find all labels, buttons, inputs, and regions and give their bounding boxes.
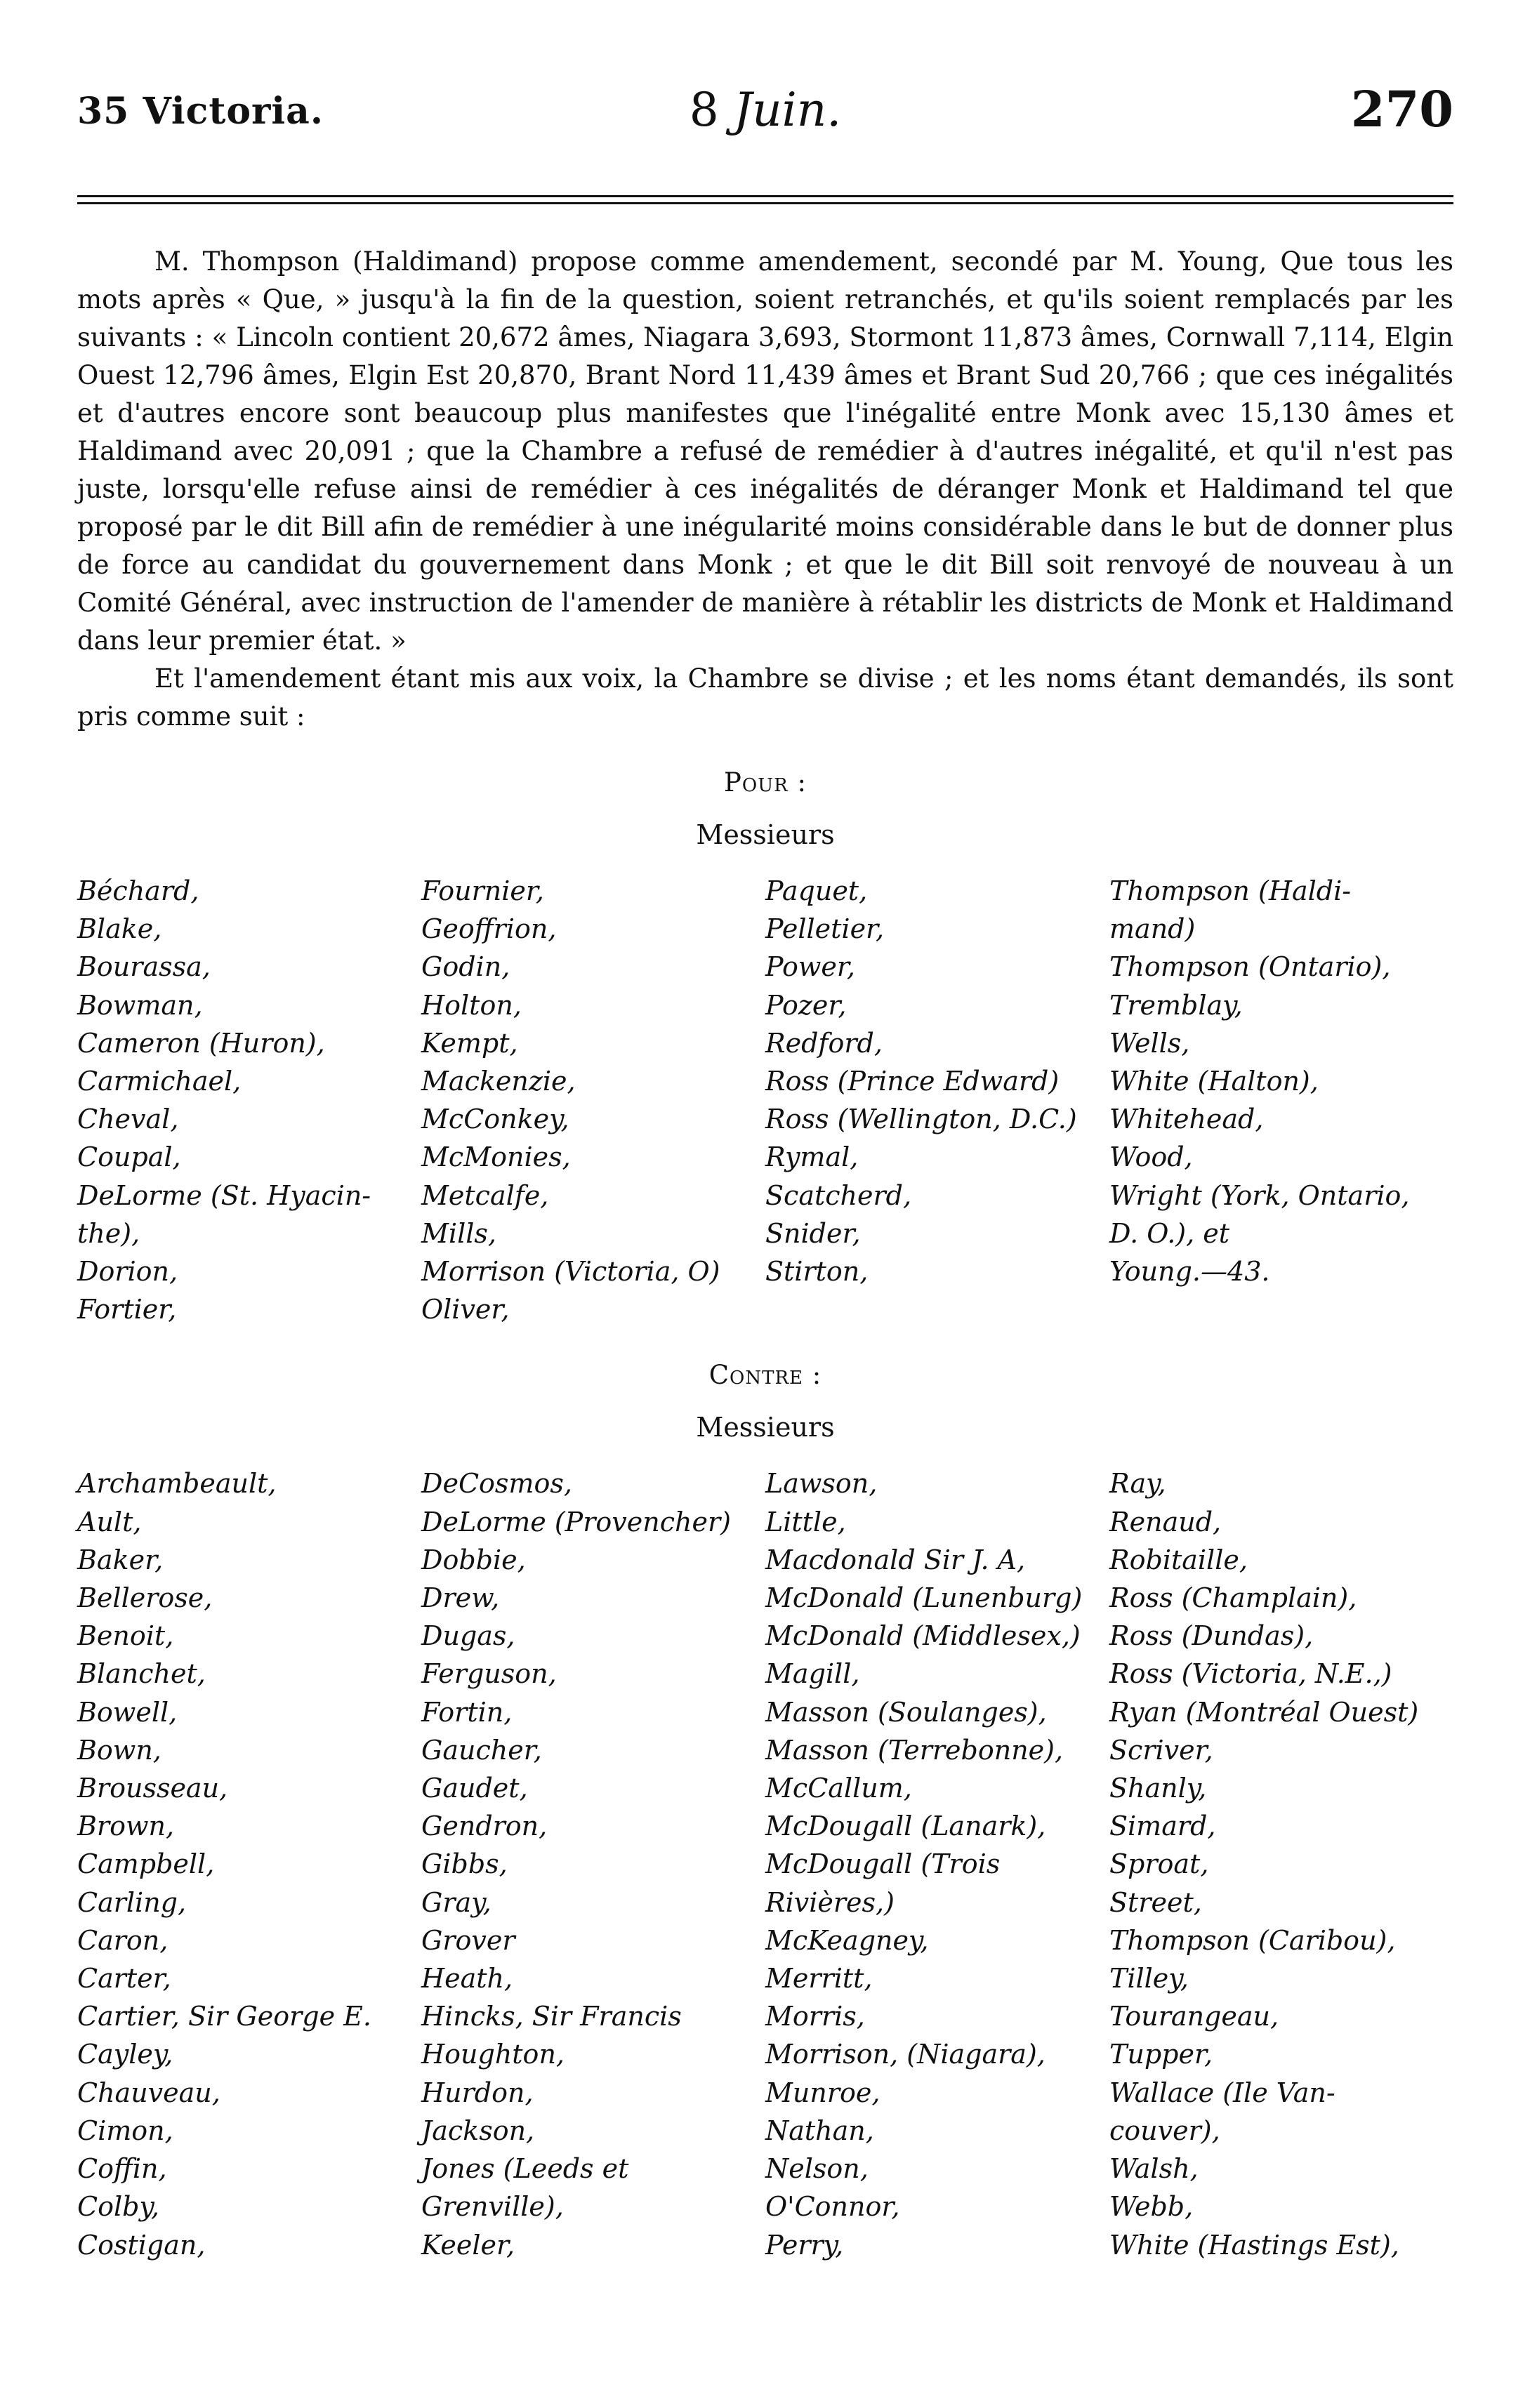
member-name: Carter, bbox=[77, 1963, 171, 1994]
member-name: McCallum, bbox=[765, 1773, 912, 1804]
member-name: Thompson (Ontario), bbox=[1109, 951, 1391, 983]
member-name: Bown, bbox=[77, 1734, 161, 1766]
member-name: Walsh, bbox=[1109, 2153, 1199, 2185]
member-name: McKeagney, bbox=[765, 1924, 929, 1956]
member-name: Gaudet, bbox=[421, 1773, 528, 1804]
member-name: Dobbie, bbox=[421, 1544, 526, 1575]
member-name: Heath, bbox=[421, 1963, 513, 1994]
header-double-rule bbox=[77, 195, 1453, 206]
member-name: McDougall (Trois bbox=[765, 1848, 1001, 1880]
session-label: 35 Victoria. bbox=[77, 90, 324, 133]
member-name: Carmichael, bbox=[77, 1066, 242, 1097]
member-name: Tilley, bbox=[1109, 1963, 1189, 1994]
member-name: Young.—43. bbox=[1109, 1256, 1270, 1288]
rule-line-top bbox=[77, 195, 1453, 197]
member-name: Wright (York, Ontario, bbox=[1109, 1179, 1410, 1211]
member-name: Ross (Victoria, N.E.,) bbox=[1109, 1658, 1392, 1690]
member-name: Fortier, bbox=[77, 1294, 177, 1325]
member-name: Fournier, bbox=[421, 875, 544, 906]
pour-names bbox=[77, 872, 1453, 1328]
member-name: Wallace (Ile Van- bbox=[1109, 2077, 1335, 2108]
member-name: Mackenzie, bbox=[421, 1066, 576, 1097]
member-name: Jones (Leeds et bbox=[421, 2153, 629, 2185]
member-name: Scriver, bbox=[1109, 1734, 1213, 1766]
member-name: Houghton, bbox=[421, 2039, 565, 2070]
contre-heading: Contre : bbox=[708, 1360, 822, 1391]
contre-messieurs: Messieurs bbox=[696, 1412, 835, 1443]
pour-heading: Pour : bbox=[724, 767, 807, 798]
member-name: Colby, bbox=[77, 2191, 159, 2223]
member-name: Campbell, bbox=[77, 1848, 215, 1880]
contre-column-2 bbox=[421, 1464, 765, 2263]
member-name: Benoit, bbox=[77, 1620, 174, 1652]
member-name: Merritt, bbox=[765, 1963, 873, 1994]
pour-column-3 bbox=[765, 872, 1109, 1328]
member-name: Chauveau, bbox=[77, 2077, 220, 2108]
member-name: Magill, bbox=[765, 1658, 860, 1690]
pour-messieurs: Messieurs bbox=[696, 819, 835, 850]
member-name: Bowman, bbox=[77, 989, 203, 1021]
member-name: Caron, bbox=[77, 1924, 169, 1956]
member-name: Masson (Terrebonne), bbox=[765, 1734, 1064, 1766]
member-name: Geoffrion, bbox=[421, 913, 557, 945]
member-name: Cheval, bbox=[77, 1104, 179, 1135]
member-name: Renaud, bbox=[1109, 1506, 1222, 1537]
member-name: Brown, bbox=[77, 1811, 175, 1842]
member-name: Baker, bbox=[77, 1544, 164, 1575]
member-name: Drew, bbox=[421, 1582, 500, 1614]
pour-column-4 bbox=[1109, 872, 1453, 1328]
member-name: Ault, bbox=[77, 1506, 142, 1537]
member-name: Blanchet, bbox=[77, 1658, 206, 1690]
member-name: Béchard, bbox=[77, 875, 199, 906]
member-name: Webb, bbox=[1109, 2191, 1194, 2223]
member-name: the), bbox=[77, 1217, 140, 1249]
member-name: Bellerose, bbox=[77, 1582, 213, 1614]
member-name: O'Connor, bbox=[765, 2191, 900, 2223]
member-name: Grover bbox=[421, 1924, 515, 1956]
member-name: Cartier, Sir George E. bbox=[77, 2001, 371, 2032]
contre-column-4 bbox=[1109, 1464, 1453, 2263]
member-name: Tupper, bbox=[1109, 2039, 1213, 2070]
member-name: Paquet, bbox=[765, 875, 868, 906]
member-name: Fortin, bbox=[421, 1696, 513, 1728]
contre-column-1 bbox=[77, 1464, 421, 2263]
rule-line-bottom bbox=[77, 202, 1453, 204]
member-name: Hurdon, bbox=[421, 2077, 534, 2108]
member-name: Simard, bbox=[1109, 1811, 1216, 1842]
member-name: Pelletier, bbox=[765, 913, 885, 945]
member-name: Dugas, bbox=[421, 1620, 515, 1652]
member-name: Godin, bbox=[421, 951, 510, 983]
member-name: Coupal, bbox=[77, 1142, 181, 1173]
member-name: Nelson, bbox=[765, 2153, 869, 2185]
member-name: Ross (Prince Edward) bbox=[765, 1066, 1060, 1097]
member-name: McDonald (Middlesex,) bbox=[765, 1620, 1081, 1652]
member-name: Pozer, bbox=[765, 989, 847, 1021]
member-name: Cayley, bbox=[77, 2039, 173, 2070]
member-name: Archambeault, bbox=[77, 1468, 277, 1500]
member-name: Wood, bbox=[1109, 1142, 1193, 1173]
date-label bbox=[77, 83, 1453, 137]
member-name: Gibbs, bbox=[421, 1848, 508, 1880]
member-name: Hincks, Sir Francis bbox=[421, 2001, 682, 2032]
member-name: Street, bbox=[1109, 1886, 1202, 1918]
member-name: McDonald (Lunenburg) bbox=[765, 1582, 1083, 1614]
member-name: Thompson (Caribou), bbox=[1109, 1924, 1396, 1956]
member-name: Tremblay, bbox=[1109, 989, 1243, 1021]
member-name: DeCosmos, bbox=[421, 1468, 572, 1500]
member-name: Whitehead, bbox=[1109, 1104, 1264, 1135]
member-name: Ross (Wellington, D.C.) bbox=[765, 1104, 1077, 1135]
member-name: Lawson, bbox=[765, 1468, 878, 1500]
member-name: Blake, bbox=[77, 913, 162, 945]
member-name: McConkey, bbox=[421, 1104, 569, 1135]
member-name: Morrison, (Niagara), bbox=[765, 2039, 1045, 2070]
member-name: Metcalfe, bbox=[421, 1179, 549, 1211]
member-name: Stirton, bbox=[765, 1256, 869, 1288]
member-name: McMonies, bbox=[421, 1142, 571, 1173]
member-name: Bourassa, bbox=[77, 951, 211, 983]
member-name: Redford, bbox=[765, 1027, 883, 1059]
member-name: Morris, bbox=[765, 2001, 865, 2032]
member-name: Keeler, bbox=[421, 2229, 515, 2261]
member-name: Oliver, bbox=[421, 1294, 510, 1325]
date-month: Juin. bbox=[733, 83, 842, 137]
member-name: White (Halton), bbox=[1109, 1066, 1319, 1097]
member-name: Scatcherd, bbox=[765, 1179, 912, 1211]
member-name: Snider, bbox=[765, 1217, 861, 1249]
page-number: 270 bbox=[1350, 80, 1453, 138]
page-header bbox=[77, 77, 1453, 154]
member-name: DeLorme (Provencher) bbox=[421, 1506, 731, 1537]
member-name: Munroe, bbox=[765, 2077, 880, 2108]
member-name: Cameron (Huron), bbox=[77, 1027, 325, 1059]
member-name: Tourangeau, bbox=[1109, 2001, 1279, 2032]
member-name: D. O.), et bbox=[1109, 1217, 1230, 1249]
member-name: Costigan, bbox=[77, 2229, 206, 2261]
member-name: Rivières,) bbox=[765, 1886, 895, 1918]
member-name: Sproat, bbox=[1109, 1848, 1209, 1880]
member-name: Robitaille, bbox=[1109, 1544, 1248, 1575]
member-name: Macdonald Sir J. A, bbox=[765, 1544, 1026, 1575]
member-name: Ryan (Montréal Ouest) bbox=[1109, 1696, 1419, 1728]
member-name: Coffin, bbox=[77, 2153, 167, 2185]
member-name: Ray, bbox=[1109, 1468, 1166, 1500]
member-name: mand) bbox=[1109, 913, 1196, 945]
member-name: Ross (Champlain), bbox=[1109, 1582, 1357, 1614]
journal-page bbox=[77, 77, 1453, 2264]
member-name: Mills, bbox=[421, 1217, 496, 1249]
member-name: Bowell, bbox=[77, 1696, 178, 1728]
member-name: DeLorme (St. Hyacin- bbox=[77, 1179, 371, 1211]
member-name: Morrison (Victoria, O) bbox=[421, 1256, 720, 1288]
member-name: Kempt, bbox=[421, 1027, 518, 1059]
member-name: Ross (Dundas), bbox=[1109, 1620, 1314, 1652]
date-day: 8 bbox=[689, 83, 719, 137]
member-name: Wells, bbox=[1109, 1027, 1190, 1059]
member-name: Ferguson, bbox=[421, 1658, 557, 1690]
member-name: Rymal, bbox=[765, 1142, 859, 1173]
member-name: couver), bbox=[1109, 2115, 1220, 2146]
division-paragraph: Et l'amendement étant mis aux voix, la Chambre se divise ; et les noms étant demandés, ils sont pris comme suit : bbox=[77, 663, 1453, 732]
member-name: Gray, bbox=[421, 1886, 492, 1918]
member-name: Little, bbox=[765, 1506, 846, 1537]
member-name: Cimon, bbox=[77, 2115, 173, 2146]
member-name: Holton, bbox=[421, 989, 522, 1021]
member-name: White (Hastings Est), bbox=[1109, 2229, 1399, 2261]
contre-column-3 bbox=[765, 1464, 1109, 2263]
member-name: Perry, bbox=[765, 2229, 844, 2261]
member-name: McDougall (Lanark), bbox=[765, 1811, 1046, 1842]
member-name: Nathan, bbox=[765, 2115, 874, 2146]
member-name: Power, bbox=[765, 951, 855, 983]
member-name: Masson (Soulanges), bbox=[765, 1696, 1047, 1728]
pour-column-2 bbox=[421, 872, 765, 1328]
member-name: Brousseau, bbox=[77, 1773, 228, 1804]
member-name: Gendron, bbox=[421, 1811, 548, 1842]
member-name: Shanly, bbox=[1109, 1773, 1207, 1804]
member-name: Thompson (Haldi- bbox=[1109, 875, 1352, 906]
member-name: Dorion, bbox=[77, 1256, 178, 1288]
member-name: Gaucher, bbox=[421, 1734, 542, 1766]
member-name: Carling, bbox=[77, 1886, 187, 1918]
member-name: Grenville), bbox=[421, 2191, 564, 2223]
contre-names bbox=[77, 1464, 1453, 2263]
amendment-paragraph: M. Thompson (Haldimand) propose comme amendement, secondé par M. Young, Que tous les mots après « Que, » jusqu'à la fin de la question, soient retranchés, et qu'ils soient remplacés par les suivants : « Lincoln contient 20,672 âmes, Niagara 3,693, Stormont 11,873 âmes, Cornwall 7,114, Elgin Ouest 12,796 âmes, Elgin Est 20,870, Brant Nord 11,439 âmes et Brant Sud 20,766 ; que ces inégalités et d'autres encore sont beaucoup plus manifestes que l'inégalité entre Monk avec 15,130 âmes et Haldimand avec 20,091 ; que la Chambre a refusé de remédier à d'autres inégalité, et qu'il n'est pas juste, lorsqu'elle refuse ainsi de remédier à ces inégalités de déranger Monk et Haldimand tel que proposé par le dit Bill afin de remédier à une inégularité moins considérable dans le but de donner plus de force au candidat du gouvernement dans Monk ; et que le dit Bill soit renvoyé de nouveau à un Comité Général, avec instruction de l'amender de manière à rétablir les districts de Monk et Haldimand dans leur premier état. » bbox=[77, 246, 1453, 656]
pour-column-1 bbox=[77, 872, 421, 1328]
member-name: Jackson, bbox=[421, 2115, 535, 2146]
